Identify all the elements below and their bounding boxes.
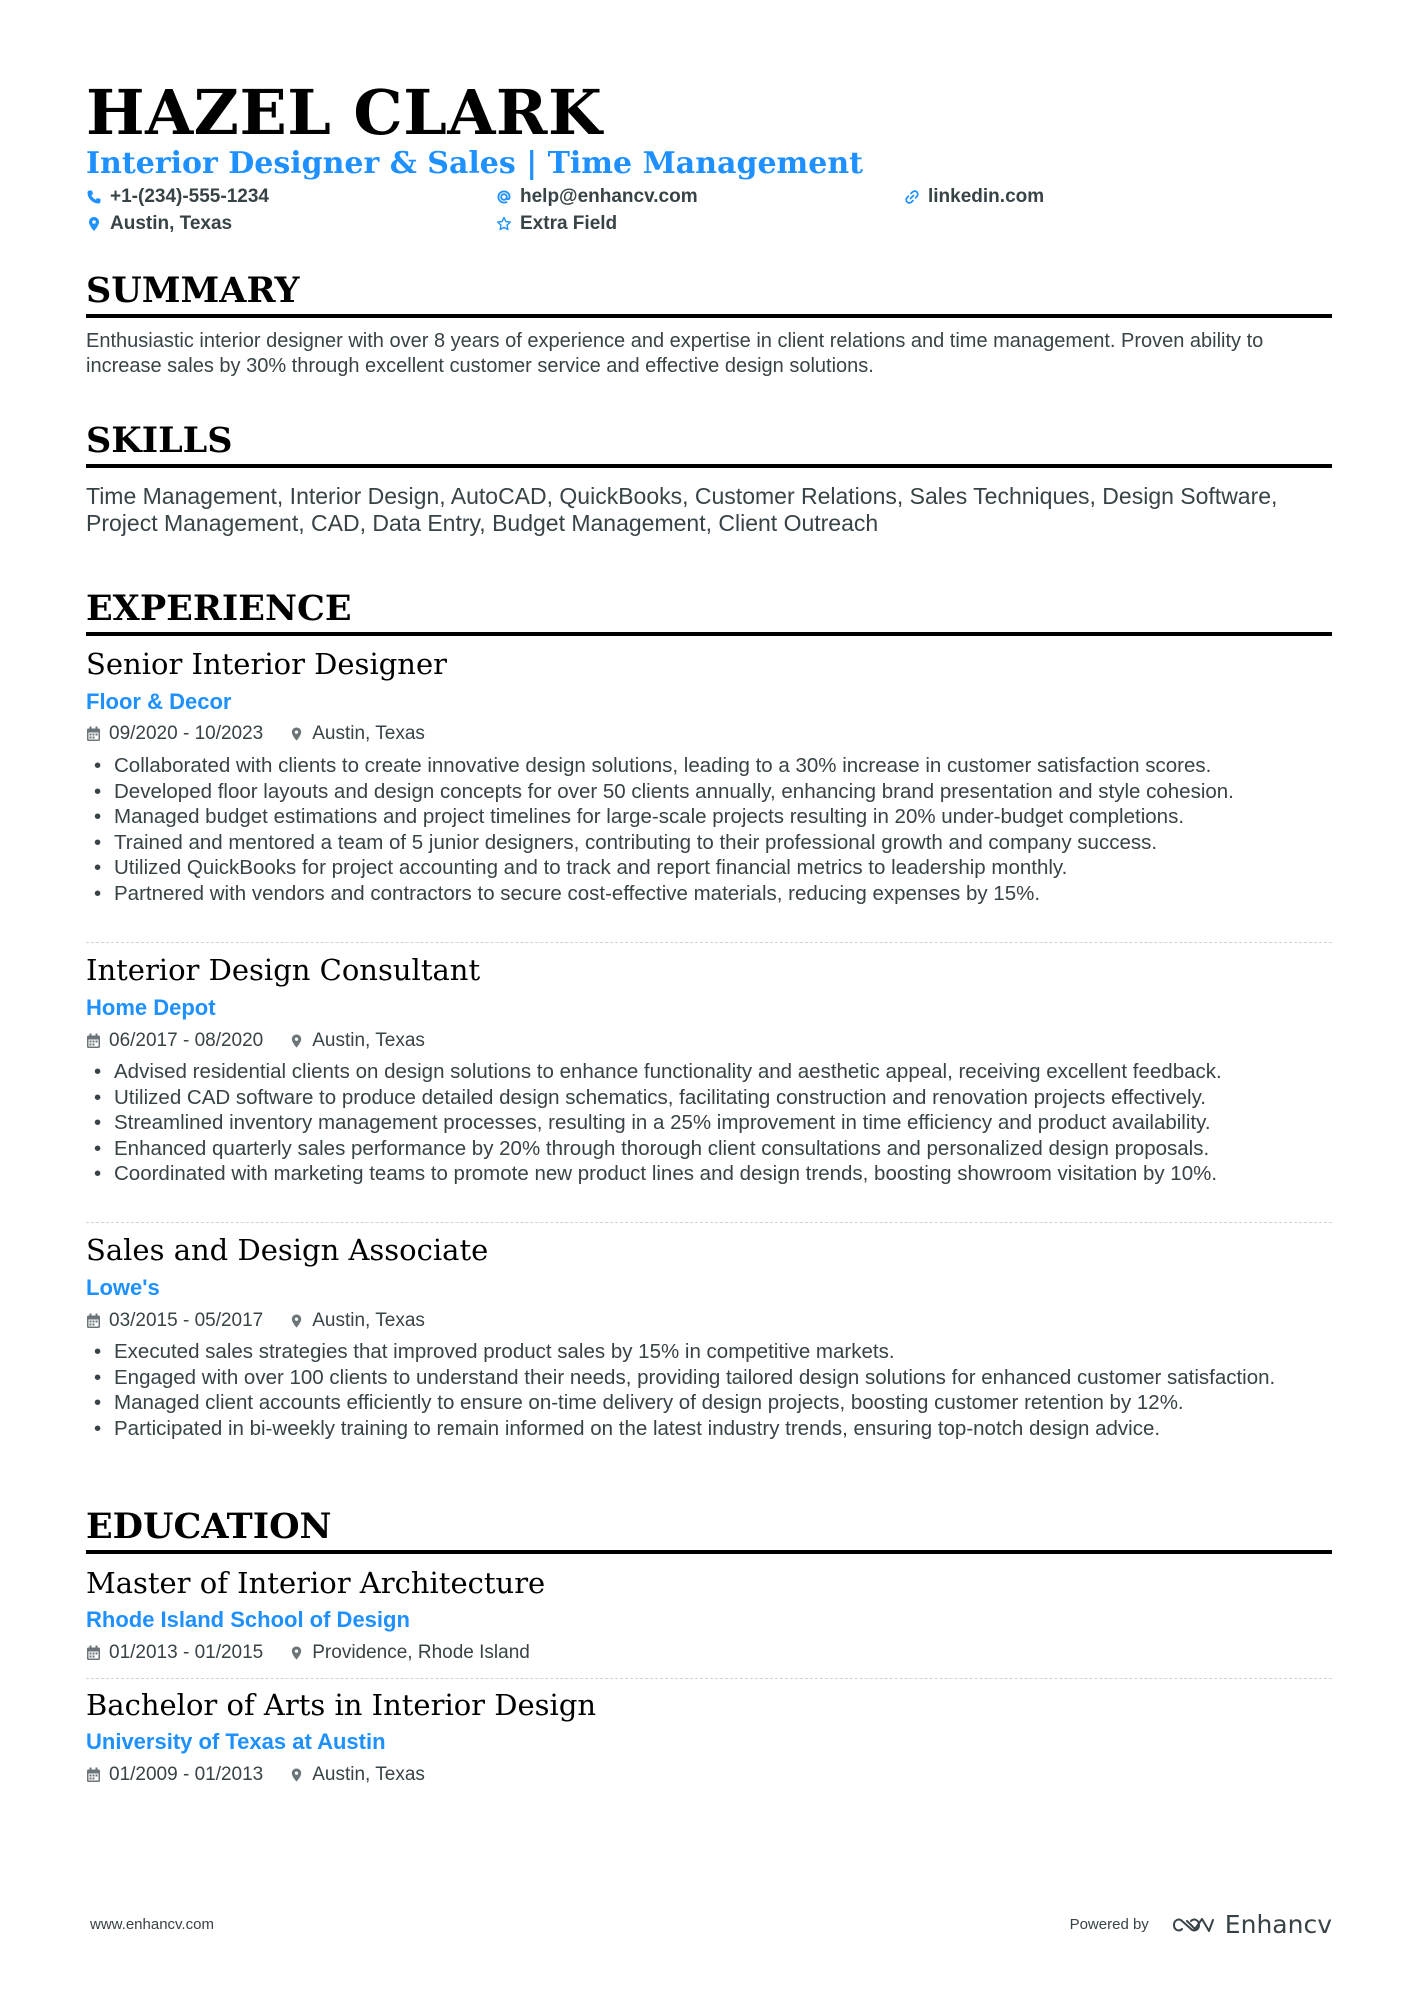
bullet: • Enhanced quarterly sales performance by 20% through thorough client consultations and personalized design proposals.	[86, 1136, 1332, 1162]
job-meta	[86, 1029, 451, 1053]
location-pin-icon	[289, 1313, 304, 1329]
bullet: • Managed budget estimations and project timelines for large-scale projects resulting in 20% under-budget completions.	[86, 804, 1332, 830]
job-company[interactable]: Floor & Decor	[86, 689, 232, 714]
location-pin-icon	[289, 1033, 304, 1049]
bullet: • Streamlined inventory management processes, resulting in a 25% improvement in time efficiency and product availability.	[86, 1110, 1332, 1136]
job-meta	[86, 722, 451, 746]
edu-meta	[86, 1641, 556, 1665]
job-dates	[86, 1310, 263, 1332]
contact-email[interactable]	[496, 185, 698, 209]
edu-dates	[86, 1642, 263, 1664]
resume-page	[86, 0, 1332, 1995]
edu-dates-text: 01/2009 - 01/2013	[109, 1764, 264, 1785]
job-location	[289, 1030, 425, 1052]
phone-icon	[86, 189, 102, 205]
at-icon	[496, 189, 512, 205]
extra-field-text: Extra Field	[520, 213, 618, 234]
bullet: • Utilized QuickBooks for project accounting and to track and report financial metrics to leadership monthly.	[86, 855, 1332, 881]
edu-meta	[86, 1763, 451, 1787]
email-text: help@enhancv.com	[520, 186, 698, 207]
candidate-title: Interior Designer & Sales | Time Management	[86, 146, 864, 181]
job-company[interactable]: Lowe's	[86, 1275, 160, 1300]
contact-extra	[496, 212, 617, 236]
location-pin-icon	[289, 726, 304, 742]
edu-divider	[86, 1678, 1332, 1679]
job-bullets	[86, 1059, 1332, 1187]
bullet: • Trained and mentored a team of 5 junior designers, contributing to their professional growth and company success.	[86, 830, 1332, 856]
location-pin-icon	[86, 216, 102, 232]
job-bullets	[86, 1339, 1332, 1441]
bullet: • Collaborated with clients to create innovative design solutions, leading to a 30% increase in customer satisfaction scores.	[86, 753, 1332, 779]
edu-dates-text: 01/2013 - 01/2015	[109, 1642, 264, 1663]
contact-phone[interactable]	[86, 185, 269, 209]
experience-heading: EXPERIENCE	[86, 588, 1332, 636]
bullet: • Advised residential clients on design solutions to enhance functionality and aesthetic appeal, receiving excellent feedback.	[86, 1059, 1332, 1085]
edu-location	[289, 1642, 530, 1664]
job-role: Senior Interior Designer	[86, 647, 447, 681]
bullet: • Executed sales strategies that improved product sales by 15% in competitive markets.	[86, 1339, 1332, 1365]
location-pin-icon	[289, 1767, 304, 1783]
powered-by-label: Powered by	[1069, 1916, 1149, 1933]
job-dates	[86, 723, 263, 745]
edu-school[interactable]: University of Texas at Austin	[86, 1729, 386, 1754]
bullet: • Partnered with vendors and contractors to secure cost-effective materials, reducing expenses by 15%.	[86, 881, 1332, 907]
job-location-text: Austin, Texas	[312, 723, 425, 744]
enhancv-logo[interactable]	[1171, 1910, 1332, 1939]
bullet: • Managed client accounts efficiently to ensure on-time delivery of design projects, boosting customer retention by 12%.	[86, 1390, 1332, 1416]
skills-heading: SKILLS	[86, 420, 1332, 468]
job-role: Interior Design Consultant	[86, 953, 481, 987]
footer-website[interactable]: www.enhancv.com	[90, 1916, 214, 1933]
job-location	[289, 723, 425, 745]
edu-degree: Master of Interior Architecture	[86, 1566, 546, 1600]
bullet: • Participated in bi-weekly training to remain informed on the latest industry trends, ensuring top-notch design advice.	[86, 1416, 1332, 1442]
calendar-icon	[86, 1313, 101, 1329]
link-icon	[904, 189, 920, 205]
edu-location-text: Providence, Rhode Island	[312, 1642, 530, 1663]
edu-degree: Bachelor of Arts in Interior Design	[86, 1688, 597, 1722]
job-dates-text: 03/2015 - 05/2017	[109, 1310, 264, 1331]
location-text: Austin, Texas	[110, 213, 233, 234]
bullet: • Developed floor layouts and design concepts for over 50 clients annually, enhancing brand presentation and style cohesion.	[86, 779, 1332, 805]
contact-location	[86, 212, 232, 236]
job-location-text: Austin, Texas	[312, 1030, 425, 1051]
job-bullets	[86, 753, 1332, 906]
job-role: Sales and Design Associate	[86, 1233, 489, 1267]
job-divider	[86, 1222, 1332, 1223]
contact-linkedin[interactable]	[904, 185, 1044, 209]
job-dates-text: 09/2020 - 10/2023	[109, 723, 264, 744]
phone-text: +1-(234)-555-1234	[110, 186, 269, 207]
bullet: • Engaged with over 100 clients to understand their needs, providing tailored design solutions for enhanced customer satisfaction.	[86, 1365, 1332, 1391]
education-heading: EDUCATION	[86, 1506, 1332, 1554]
bullet: • Coordinated with marketing teams to promote new product lines and design trends, boosting showroom visitation by 10%.	[86, 1161, 1332, 1187]
edu-location	[289, 1764, 425, 1786]
brand-name: Enhancv	[1224, 1910, 1332, 1939]
calendar-icon	[86, 1645, 101, 1661]
calendar-icon	[86, 726, 101, 742]
edu-dates	[86, 1764, 263, 1786]
edu-location-text: Austin, Texas	[312, 1764, 425, 1785]
bullet: • Utilized CAD software to produce detailed design schematics, facilitating construction and renovation projects effectively.	[86, 1085, 1332, 1111]
job-dates-text: 06/2017 - 08/2020	[109, 1030, 264, 1051]
job-divider	[86, 942, 1332, 943]
summary-text: Enthusiastic interior designer with over 8 years of experience and expertise in client relations and time management. Proven ability to increase sales by 30% through excellent customer service and effective design solutions.	[86, 330, 1264, 377]
job-company[interactable]: Home Depot	[86, 995, 216, 1020]
calendar-icon	[86, 1033, 101, 1049]
job-location	[289, 1310, 425, 1332]
enhancv-logo-icon	[1171, 1914, 1215, 1936]
job-location-text: Austin, Texas	[312, 1310, 425, 1331]
skills-text: Time Management, Interior Design, AutoCAD, QuickBooks, Customer Relations, Sales Techniques, Design Software, Project Management, CAD, Data Entry, Budget Management, Client Outreach	[86, 483, 1278, 536]
location-pin-icon	[289, 1645, 304, 1661]
footer-branding[interactable]	[1070, 1910, 1332, 1939]
linkedin-text: linkedin.com	[928, 186, 1045, 207]
candidate-name: HAZEL CLARK	[86, 76, 603, 149]
summary-heading: SUMMARY	[86, 270, 1332, 318]
job-meta	[86, 1309, 451, 1333]
star-icon	[496, 216, 512, 232]
calendar-icon	[86, 1767, 101, 1783]
edu-school[interactable]: Rhode Island School of Design	[86, 1607, 410, 1632]
job-dates	[86, 1030, 263, 1052]
